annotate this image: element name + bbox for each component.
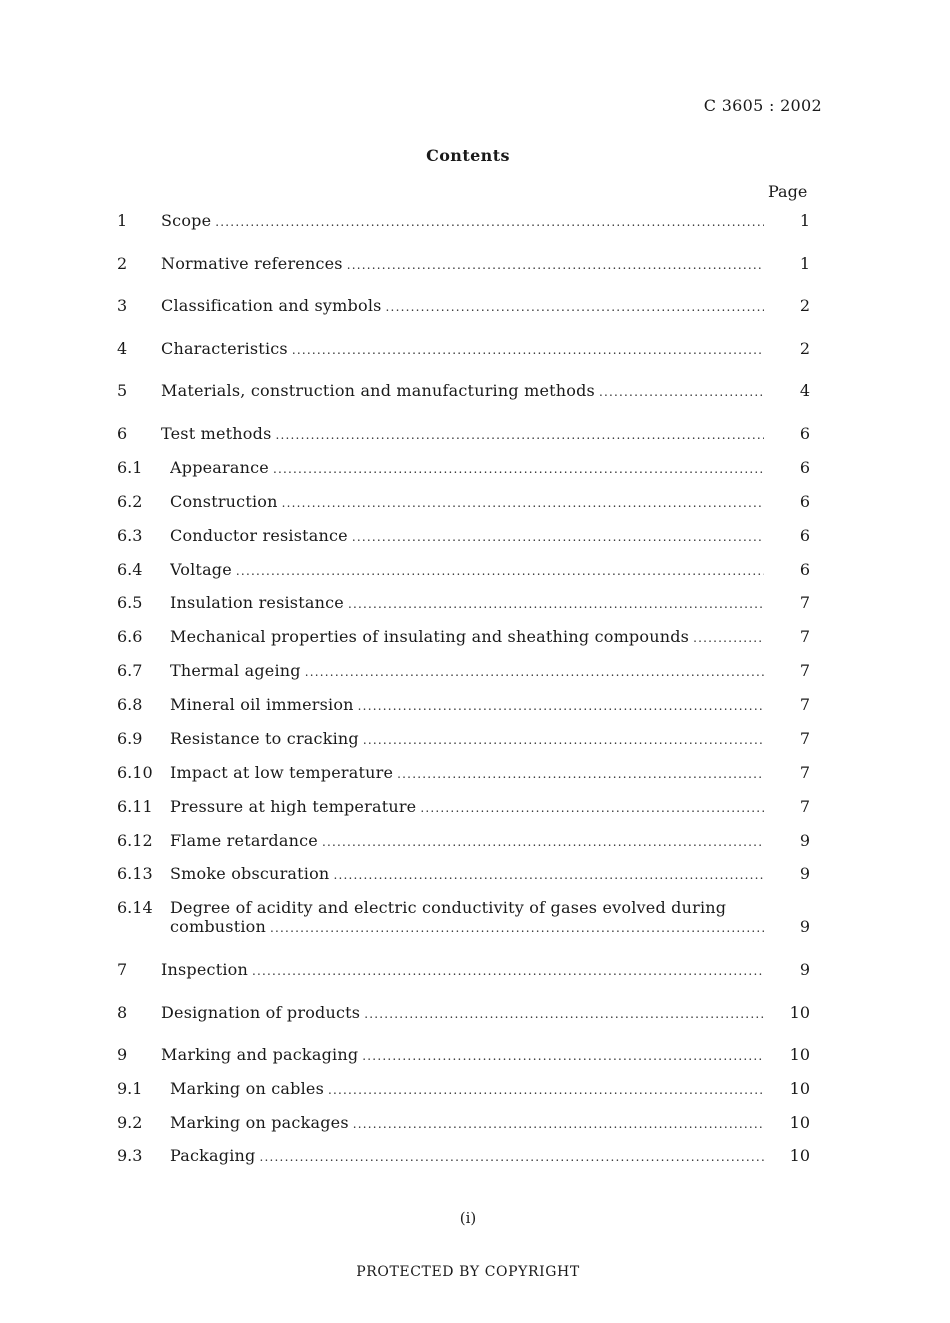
toc-entry-page: 7 [799, 763, 810, 782]
toc-entry-page: 10 [789, 1146, 810, 1165]
dot-leader [353, 1112, 764, 1136]
toc-entry[interactable] [0, 659, 950, 683]
toc-entry-number: 6.6 [117, 627, 143, 646]
toc-entry-page: 7 [799, 593, 810, 612]
toc-entry-number: 6.2 [117, 492, 143, 511]
toc-entry-title-line1: Degree of acidity and electric conductivity of gases evolved during [170, 898, 727, 917]
toc-entry-number: 3 [117, 296, 128, 315]
toc-entry[interactable] [0, 294, 950, 318]
toc-entry-page: 6 [799, 526, 810, 545]
toc-entry-page: 2 [799, 339, 810, 358]
toc-entry[interactable] [0, 829, 950, 853]
dot-leader [270, 916, 764, 940]
toc-entry-page: 4 [799, 381, 810, 400]
toc-entry-number: 6.14 [117, 898, 153, 917]
dot-leader [362, 1044, 764, 1068]
copyright-notice: PROTECTED BY COPYRIGHT [356, 1264, 580, 1280]
dot-leader [328, 1078, 764, 1102]
toc-entry-title: Test methods [161, 424, 272, 443]
toc-entry-title: Appearance [170, 458, 269, 477]
toc-entry-title: Smoke obscuration [170, 864, 330, 883]
toc-entry[interactable] [0, 1043, 950, 1067]
toc-entry[interactable] [0, 524, 950, 548]
toc-entry-number: 6.1 [117, 458, 143, 477]
toc-entry-page: 10 [789, 1113, 810, 1132]
dot-leader [386, 295, 764, 319]
toc-entry-page: 7 [799, 627, 810, 646]
toc-entry[interactable] [0, 591, 950, 615]
toc-entry-page: 9 [799, 831, 810, 850]
dot-leader [236, 559, 764, 583]
toc-entry-number: 6.8 [117, 695, 143, 714]
toc-entry-number: 6.10 [117, 763, 153, 782]
toc-entry-page: 1 [799, 254, 810, 273]
toc-entry-title: Voltage [170, 560, 232, 579]
dot-leader [358, 694, 764, 718]
toc-entry-page: 1 [799, 211, 810, 230]
toc-entry-page: 10 [789, 1003, 810, 1022]
dot-leader [252, 959, 764, 983]
toc-entry[interactable] [0, 761, 950, 785]
toc-entry-number: 4 [117, 339, 128, 358]
toc-entry[interactable] [0, 1077, 950, 1101]
dot-leader [215, 210, 764, 234]
toc-entry-number: 5 [117, 381, 128, 400]
dot-leader [363, 728, 764, 752]
dot-leader [397, 762, 764, 786]
toc-entry-number: 2 [117, 254, 128, 273]
dot-leader [260, 1145, 765, 1169]
toc-entry[interactable] [0, 252, 950, 276]
toc-entry[interactable] [0, 337, 950, 361]
toc-entry-title: Thermal ageing [170, 661, 301, 680]
toc-entry-number: 6.9 [117, 729, 143, 748]
toc-entry[interactable] [0, 727, 950, 751]
toc-entry-title: Classification and symbols [161, 296, 382, 315]
toc-entry-number: 6.3 [117, 526, 143, 545]
toc-entry-title: Normative references [161, 254, 343, 273]
toc-entry-title: Materials, construction and manufacturing methods [161, 381, 595, 400]
toc-entry[interactable] [0, 862, 950, 886]
dot-leader [693, 626, 764, 650]
toc-entry[interactable] [0, 795, 950, 819]
dot-leader [348, 592, 764, 616]
toc-entry-page: 10 [789, 1079, 810, 1098]
toc-entry-page: 7 [799, 729, 810, 748]
toc-entry-title: Marking and packaging [161, 1045, 359, 1064]
toc-entry-page: 9 [799, 864, 810, 883]
toc-entry[interactable] [0, 958, 950, 982]
toc-entry[interactable] [0, 456, 950, 480]
toc-entry-title: Conductor resistance [170, 526, 348, 545]
toc-entry-number: 1 [117, 211, 128, 230]
toc-entry-page: 7 [799, 695, 810, 714]
toc-entry-number: 7 [117, 960, 128, 979]
toc-entry-title: Resistance to cracking [170, 729, 359, 748]
toc-entry-number: 8 [117, 1003, 128, 1022]
toc-entry-title: Inspection [161, 960, 248, 979]
toc-entry-page: 2 [799, 296, 810, 315]
toc-entry-page: 9 [799, 960, 810, 979]
dot-leader [282, 491, 764, 515]
toc-entry-title: Flame retardance [170, 831, 318, 850]
toc-entry-page: 7 [799, 797, 810, 816]
toc-entry[interactable] [0, 209, 950, 233]
toc-entry[interactable] [0, 1111, 950, 1135]
dot-leader [364, 1002, 764, 1026]
toc-entry-number: 6.5 [117, 593, 143, 612]
toc-entry-number: 6.7 [117, 661, 143, 680]
toc-entry-title: combustion [170, 917, 267, 936]
toc-entry-page: 6 [799, 492, 810, 511]
page-column-label: Page [768, 182, 808, 201]
toc-entry-number: 6.13 [117, 864, 153, 883]
toc-entry-title: Characteristics [161, 339, 288, 358]
toc-entry-number: 6.12 [117, 831, 153, 850]
dot-leader [347, 253, 764, 277]
toc-entry[interactable] [0, 693, 950, 717]
toc-entry-title: Mechanical properties of insulating and sheathing compounds [170, 627, 690, 646]
toc-entry-title: Mineral oil immersion [170, 695, 354, 714]
toc-entry-number: 6 [117, 424, 128, 443]
toc-entry[interactable] [0, 625, 950, 649]
toc-entry-page: 10 [789, 1045, 810, 1064]
toc-entry-page: 7 [799, 661, 810, 680]
dot-leader [305, 660, 764, 684]
toc-entry-title: Marking on packages [170, 1113, 349, 1132]
dot-leader [273, 457, 764, 481]
toc-entry[interactable] [0, 490, 950, 514]
toc-entry-title: Construction [170, 492, 278, 511]
document-code: C 3605 : 2002 [703, 96, 822, 115]
dot-leader [322, 830, 764, 854]
toc-entry-page: 6 [799, 458, 810, 477]
toc-entry[interactable] [0, 558, 950, 582]
toc-entry-page: 6 [799, 424, 810, 443]
toc-entry-number: 6.11 [117, 797, 153, 816]
toc-entry-title: Designation of products [161, 1003, 361, 1022]
toc-entry[interactable] [0, 422, 950, 446]
dot-leader [352, 525, 764, 549]
toc-entry[interactable] [0, 1001, 950, 1025]
toc-entry-number: 9.2 [117, 1113, 143, 1132]
toc-entry-title: Pressure at high temperature [170, 797, 417, 816]
toc-entry-title: Marking on cables [170, 1079, 324, 1098]
toc-entry-number: 6.4 [117, 560, 143, 579]
toc-entry-title: Packaging [170, 1146, 256, 1165]
toc-entry-number: 9.1 [117, 1079, 143, 1098]
toc-entry-page: 6 [799, 560, 810, 579]
toc-entry-number: 9.3 [117, 1146, 143, 1165]
toc-entry-page: 9 [799, 917, 810, 936]
toc-entry[interactable] [0, 1144, 950, 1168]
dot-leader [599, 380, 764, 404]
toc-entry[interactable] [0, 896, 950, 944]
toc-entry-number: 9 [117, 1045, 128, 1064]
page-title: Contents [426, 146, 510, 165]
dot-leader [420, 796, 764, 820]
toc-entry-title: Scope [161, 211, 212, 230]
dot-leader [276, 423, 765, 447]
dot-leader [333, 863, 764, 887]
toc-entry[interactable] [0, 379, 950, 403]
toc-entry-title: Insulation resistance [170, 593, 344, 612]
page-folio: (i) [459, 1209, 477, 1227]
dot-leader [292, 338, 764, 362]
toc-entry-title: Impact at low temperature [170, 763, 394, 782]
